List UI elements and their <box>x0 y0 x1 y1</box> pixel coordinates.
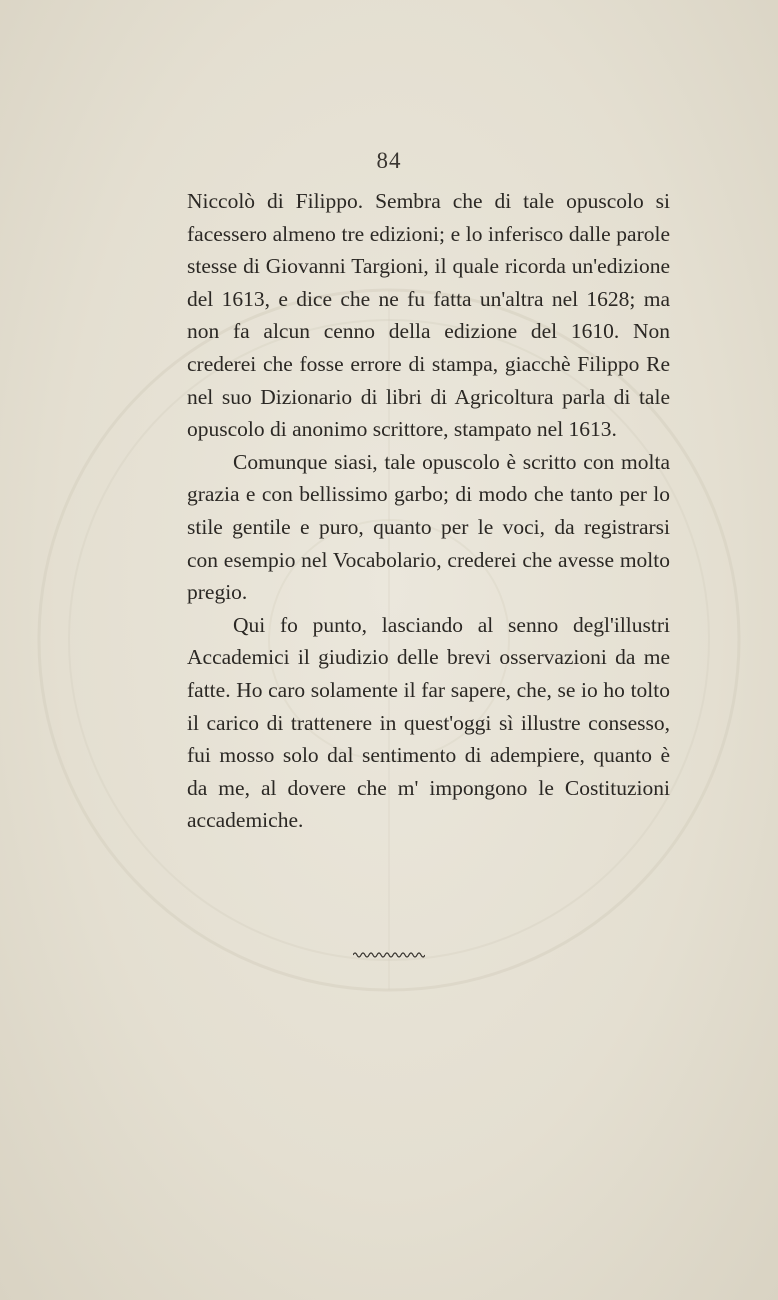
page-number: 84 <box>376 148 402 173</box>
paragraph-2: Comunque siasi, tale opuscolo è scritto con molta grazia e con bellissimo garbo; di modo che tanto per lo stile gentile e puro, quanto per le voci, da registrarsi con esempio nel Vocabolario, crederei che avesse molto pregio. <box>187 449 670 605</box>
paragraph-1: Niccolò di Filippo. Sembra che di tale opuscolo si facessero almeno tre edizioni; e lo inferisco dalle parole stesse di Giovanni Targioni, il quale ricorda un'edizione del 1613, e dice che ne fu fatta un'altra nel 1628; ma non fa alcun cenno della edizione del 1610. Non crederei che fosse errore di stampa, giacchè Filippo Re nel suo Dizionario di libri di Agricoltura parla di tale opuscolo di anonimo scrittore, stampato nel 1613. <box>187 189 670 442</box>
body-text <box>187 185 670 837</box>
section-end-ornament <box>0 950 778 960</box>
paragraph-3: Qui fo punto, lasciando al senno degl'illustri Accademici il giudizio delle brevi osservazioni da me fatte. Ho caro solamente il far sapere, che, se io ho tolto il carico di trattenere in quest'oggi sì illustre consesso, fui mosso solo dal sentimento di adempiere, quanto è da me, al dovere che m' impongono le Costituzioni accademiche. <box>187 612 670 833</box>
wavy-rule-ornament-icon <box>353 950 425 960</box>
